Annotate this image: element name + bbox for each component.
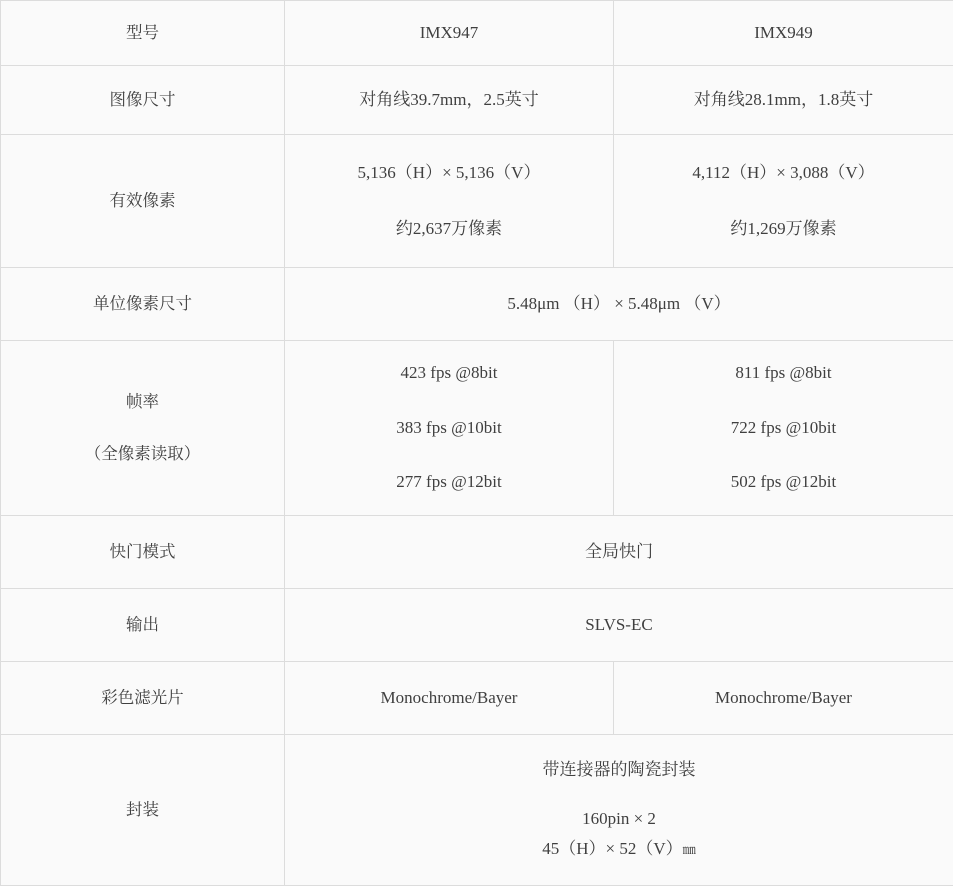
table-row <box>1 589 953 662</box>
frame-rate-imx949-12bit: 502 fps @12bit <box>622 469 945 495</box>
frame-rate-imx947-12bit: 277 fps @12bit <box>293 469 605 495</box>
frame-rate-imx949-10bit: 722 fps @10bit <box>622 415 945 441</box>
frame-rate-imx947-8bit: 423 fps @8bit <box>293 360 605 386</box>
cell-model-imx947: IMX947 <box>285 1 614 66</box>
effective-pixels-imx947-total: 约2,637万像素 <box>293 216 605 242</box>
table-row <box>1 341 953 516</box>
effective-pixels-imx949-total: 约1,269万像素 <box>622 216 945 242</box>
frame-rate-imx949-8bit: 811 fps @8bit <box>622 360 945 386</box>
cell-shutter-mode-merged: 全局快门 <box>285 516 953 589</box>
cell-unit-pixel-size-merged: 5.48μm （H） × 5.48μm （V） <box>285 268 953 341</box>
cell-image-size-imx947: 对角线39.7mm，2.5英寸 <box>285 66 614 135</box>
cell-output-merged: SLVS-EC <box>285 589 953 662</box>
row-label-model: 型号 <box>1 1 285 66</box>
row-label-shutter-mode: 快门模式 <box>1 516 285 589</box>
cell-image-size-imx949: 对角线28.1mm，1.8英寸 <box>614 66 953 135</box>
package-dimensions-unit: ㎜ <box>683 842 696 857</box>
frame-rate-label-main: 帧率 <box>9 389 276 415</box>
table-row <box>1 135 953 268</box>
cell-model-imx949: IMX949 <box>614 1 953 66</box>
cell-effective-pixels-imx947 <box>285 135 614 268</box>
package-description: 带连接器的陶瓷封装 <box>293 757 945 783</box>
row-label-effective-pixels: 有效像素 <box>1 135 285 268</box>
row-label-frame-rate <box>1 341 285 516</box>
cell-frame-rate-imx949 <box>614 341 953 516</box>
table-row <box>1 1 953 66</box>
cell-package-merged <box>285 735 953 886</box>
table-row <box>1 662 953 735</box>
frame-rate-label-sub: （全像素读取） <box>9 441 276 467</box>
cell-frame-rate-imx947 <box>285 341 614 516</box>
effective-pixels-imx949-resolution: 4,112（H）× 3,088（V） <box>622 160 945 186</box>
cell-color-filter-imx947: Monochrome/Bayer <box>285 662 614 735</box>
table-row <box>1 268 953 341</box>
row-label-package: 封装 <box>1 735 285 886</box>
package-pin-count: 160pin × 2 <box>293 806 945 832</box>
table-row <box>1 735 953 886</box>
cell-effective-pixels-imx949 <box>614 135 953 268</box>
row-label-output: 输出 <box>1 589 285 662</box>
cell-color-filter-imx949: Monochrome/Bayer <box>614 662 953 735</box>
table-row <box>1 66 953 135</box>
package-dimensions-value: 45（H）× 52（V） <box>542 839 682 858</box>
row-label-image-size: 图像尺寸 <box>1 66 285 135</box>
row-label-color-filter: 彩色滤光片 <box>1 662 285 735</box>
effective-pixels-imx947-resolution: 5,136（H）× 5,136（V） <box>293 160 605 186</box>
frame-rate-imx947-10bit: 383 fps @10bit <box>293 415 605 441</box>
package-dimensions <box>293 836 945 862</box>
row-label-unit-pixel-size: 单位像素尺寸 <box>1 268 285 341</box>
table-row <box>1 516 953 589</box>
